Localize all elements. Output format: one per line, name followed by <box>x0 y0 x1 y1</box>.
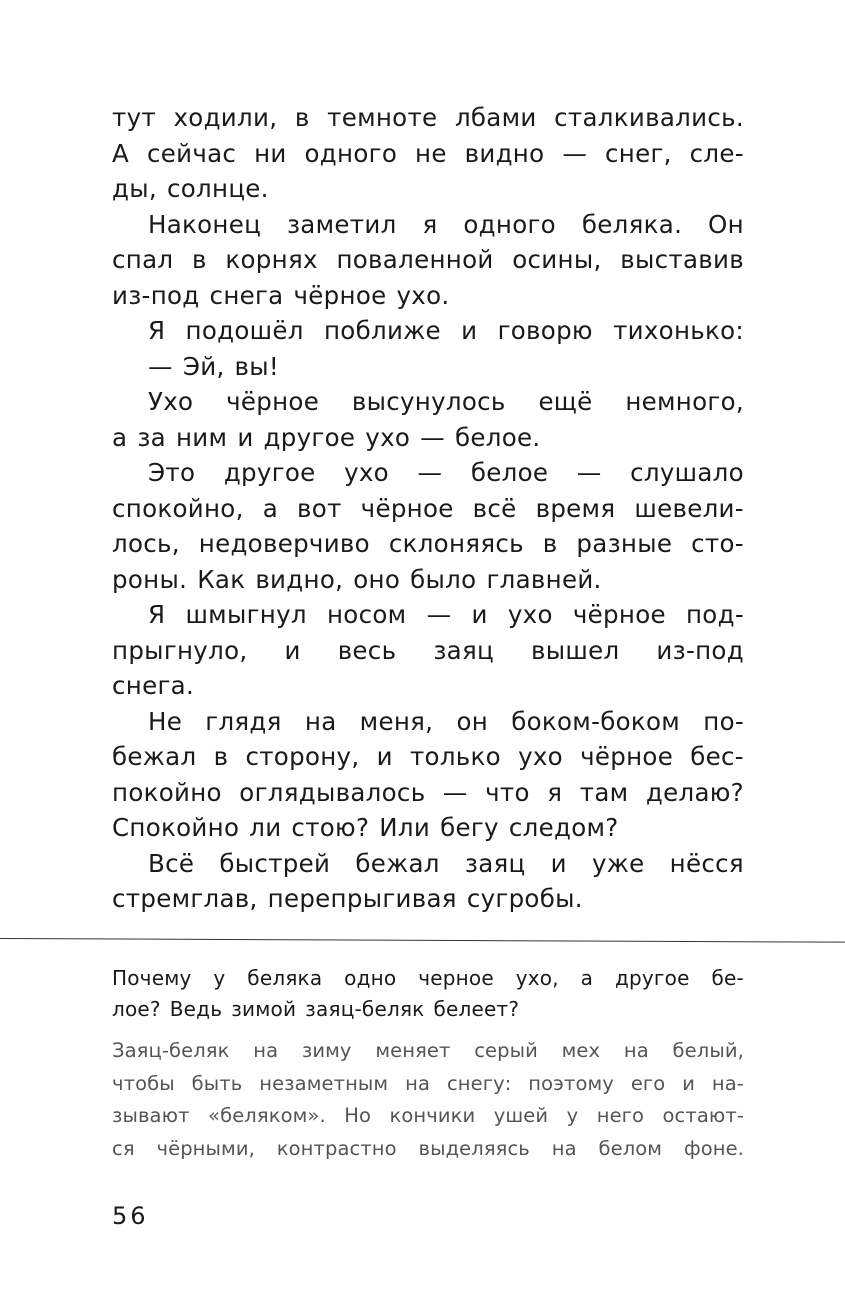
word: время <box>535 493 616 523</box>
word: ся <box>112 1136 135 1160</box>
word: поближе <box>323 316 441 345</box>
word: ухо <box>518 742 563 771</box>
text-line <box>112 384 744 420</box>
word: в <box>294 103 310 132</box>
word: кончики <box>389 1104 476 1127</box>
story-text <box>112 100 744 917</box>
word: ухо <box>365 422 411 452</box>
text-line <box>112 455 744 491</box>
word: бежал <box>355 848 440 878</box>
word: выделяясь <box>418 1136 530 1160</box>
word: а <box>112 422 128 452</box>
word: только <box>409 742 501 771</box>
word: бе- <box>711 966 744 990</box>
word: говорю <box>497 316 593 345</box>
word: черное <box>418 966 494 990</box>
word: — <box>420 422 445 452</box>
text-line <box>112 171 744 207</box>
question-line <box>112 963 744 994</box>
word: нёсся <box>669 848 744 878</box>
word: вот <box>297 493 342 523</box>
word: солнце. <box>166 174 269 203</box>
word: чёрное <box>580 742 674 771</box>
word: сле- <box>689 138 744 168</box>
text-line <box>112 597 744 633</box>
word: по- <box>703 706 744 736</box>
word: из-под <box>656 635 744 665</box>
word: стремглав, <box>112 884 258 913</box>
word: — <box>576 458 602 487</box>
word: Это <box>148 458 196 487</box>
word: Всё <box>148 848 195 878</box>
answer-line <box>112 1035 744 1068</box>
word: серый <box>474 1039 538 1062</box>
word: подошёл <box>185 316 304 345</box>
word: разные <box>576 529 673 558</box>
answer-line <box>112 1133 744 1166</box>
word: роны. <box>112 564 188 594</box>
word: шмыгнул <box>185 600 307 629</box>
word: ушей <box>493 1104 549 1127</box>
word: ещё <box>538 387 593 416</box>
word: Заяц-беляк <box>112 1039 230 1062</box>
word: всё <box>472 493 517 523</box>
word: и <box>550 848 567 878</box>
word: делаю? <box>645 777 744 807</box>
word: сталкивались. <box>554 103 744 132</box>
word: было <box>410 564 477 594</box>
word: в <box>542 529 558 558</box>
text-line <box>112 633 744 669</box>
word: видно, <box>255 564 344 594</box>
word: поэтому <box>528 1071 614 1095</box>
word: главней. <box>486 564 602 594</box>
text-line <box>112 491 744 527</box>
word: одного <box>463 209 556 239</box>
page-number: 56 <box>112 1202 149 1230</box>
word: одного <box>304 138 398 168</box>
word: чёрное <box>226 387 320 416</box>
word: сейчас <box>146 138 237 168</box>
word: — <box>562 138 588 168</box>
word: чёрное <box>293 280 387 310</box>
word: быстрей <box>219 848 331 878</box>
word: склоняясь <box>388 529 524 558</box>
word: и <box>461 316 478 345</box>
word: «беляком». <box>208 1104 326 1127</box>
text-line <box>112 739 744 775</box>
word: ды, <box>112 174 157 203</box>
word: боком-боком <box>511 706 681 736</box>
question-line <box>112 994 744 1025</box>
word: оглядывалось <box>239 777 426 807</box>
word: носом <box>326 600 407 629</box>
word: заяц-беляк <box>305 997 425 1021</box>
answer-line <box>112 1100 744 1133</box>
word: покойно <box>112 777 222 807</box>
word: — <box>442 777 468 807</box>
word: недоверчиво <box>198 529 370 558</box>
word: снега <box>209 280 284 310</box>
word: Я <box>148 316 166 345</box>
word: ухо, <box>515 966 559 990</box>
word: одно <box>344 966 397 990</box>
word: поваленной <box>336 245 494 274</box>
word: бежал <box>112 742 197 771</box>
text-line <box>112 881 744 917</box>
word: незаметным <box>259 1071 389 1095</box>
word: ухо. <box>396 280 450 310</box>
word: другое <box>223 458 316 487</box>
word: а <box>262 493 279 523</box>
text-line <box>112 100 744 136</box>
text-line <box>112 846 744 882</box>
word: из-под <box>112 280 200 310</box>
word: бес- <box>690 742 744 771</box>
word: фоне. <box>683 1136 744 1160</box>
word: лбами <box>454 103 537 132</box>
word: чёрное <box>360 493 454 523</box>
word: глядя <box>205 706 282 736</box>
word: сто- <box>691 529 744 558</box>
word: уже <box>591 848 645 878</box>
word: меня, <box>359 706 434 736</box>
word: ухо <box>344 458 389 487</box>
word: ним <box>175 422 228 452</box>
word: на <box>623 1039 649 1062</box>
word: снег, <box>605 138 672 168</box>
text-line <box>112 313 744 349</box>
text-line <box>112 562 744 598</box>
word: тут <box>112 103 156 132</box>
word: и <box>471 600 488 629</box>
text-line <box>112 207 744 243</box>
word: зимой <box>231 997 297 1021</box>
word: остают- <box>662 1104 744 1127</box>
word: белый, <box>672 1039 744 1062</box>
word: там <box>579 777 629 807</box>
word: я <box>422 209 438 239</box>
word: на <box>405 1071 431 1095</box>
word: чёрное <box>572 600 666 629</box>
word: стою? <box>291 813 370 842</box>
word: заяц <box>464 848 526 878</box>
answer-line <box>112 1068 744 1101</box>
word: белеет? <box>433 997 520 1021</box>
word: бегу <box>440 813 499 842</box>
word: перепрыгивая <box>267 884 457 913</box>
word: у <box>213 966 226 990</box>
word: зывают <box>112 1104 190 1127</box>
word: сугробы. <box>466 884 583 913</box>
note-answer <box>112 1035 744 1165</box>
word: видно <box>464 138 545 168</box>
word: Спокойно <box>112 813 240 842</box>
word: белое. <box>454 422 541 452</box>
word: беляка. <box>581 209 683 239</box>
word: не <box>415 138 447 168</box>
word: и <box>284 635 301 665</box>
word: и <box>682 1071 695 1095</box>
text-line <box>112 526 744 562</box>
word: него <box>596 1104 645 1127</box>
text-line <box>112 668 744 704</box>
word: — <box>148 351 173 381</box>
text-line <box>112 775 744 811</box>
word: снега. <box>112 671 195 700</box>
word: весь <box>337 635 397 665</box>
word: вы! <box>234 351 280 381</box>
word: другое <box>263 422 356 452</box>
word: лось, <box>112 529 180 558</box>
word: заяц <box>433 635 494 665</box>
word: его <box>630 1071 666 1095</box>
note-question <box>112 963 744 1025</box>
word: прыгнуло, <box>112 635 248 665</box>
word: вышел <box>530 635 620 665</box>
word: у <box>566 1104 579 1127</box>
word: на- <box>711 1071 744 1095</box>
word: чтобы <box>112 1071 175 1095</box>
word: высунулось <box>351 387 506 416</box>
word: Ухо <box>148 387 194 416</box>
word: А <box>112 138 130 168</box>
word: заметил <box>286 209 397 239</box>
word: на <box>551 1136 577 1160</box>
word: Как <box>197 564 246 594</box>
word: на <box>304 706 337 736</box>
word: ходили, <box>173 103 278 132</box>
word: белое <box>470 458 549 487</box>
word: Почему <box>112 966 192 990</box>
word: ни <box>254 138 287 168</box>
word: Но <box>344 1104 371 1127</box>
word: лое? <box>112 997 161 1021</box>
word: осины, <box>512 245 602 274</box>
word: чёрными, <box>156 1136 255 1160</box>
word: и <box>376 742 393 771</box>
section-divider <box>0 938 845 943</box>
word: контрастно <box>276 1136 397 1160</box>
word: — <box>417 458 443 487</box>
word: ухо <box>507 600 553 629</box>
word: спал <box>112 245 174 274</box>
word: зиму <box>301 1039 352 1062</box>
word: тихонько: <box>613 316 744 345</box>
word: немного, <box>625 387 744 416</box>
word: слушало <box>630 458 744 487</box>
word: другое <box>614 966 690 990</box>
word: — <box>426 600 452 629</box>
word: мех <box>561 1039 601 1062</box>
word: Он <box>708 209 744 239</box>
word: Эй, <box>182 351 225 381</box>
word: и <box>237 422 254 452</box>
word: шевели- <box>634 493 744 523</box>
word: белом <box>598 1136 663 1160</box>
word: быть <box>191 1071 243 1095</box>
text-line <box>112 420 744 456</box>
word: что <box>485 777 530 807</box>
word: снегу: <box>446 1071 512 1095</box>
info-note <box>112 963 744 1165</box>
word: выставив <box>620 245 744 274</box>
word: я <box>547 777 563 807</box>
word: спокойно, <box>112 493 244 523</box>
text-line <box>112 810 744 846</box>
word: меняет <box>375 1039 451 1062</box>
word: в <box>192 245 207 274</box>
word: беляка <box>247 966 323 990</box>
word: сторону, <box>245 742 360 771</box>
word: в <box>213 742 229 771</box>
word: Ведь <box>169 997 223 1021</box>
word: он <box>456 706 489 736</box>
word: под- <box>685 600 744 629</box>
word: темноте <box>327 103 438 132</box>
word: Или <box>379 813 431 842</box>
word: корнях <box>225 245 318 274</box>
text-line <box>112 278 744 314</box>
word: за <box>137 422 166 452</box>
word: на <box>253 1039 279 1062</box>
word: Я <box>148 600 166 629</box>
text-line <box>112 242 744 278</box>
word: Не <box>148 706 183 736</box>
word: оно <box>353 564 401 594</box>
word: а <box>580 966 594 990</box>
text-line <box>112 704 744 740</box>
word: Наконец <box>148 209 262 239</box>
text-line <box>112 349 744 385</box>
word: следом? <box>508 813 619 842</box>
text-line <box>112 136 744 172</box>
word: ли <box>249 813 282 842</box>
